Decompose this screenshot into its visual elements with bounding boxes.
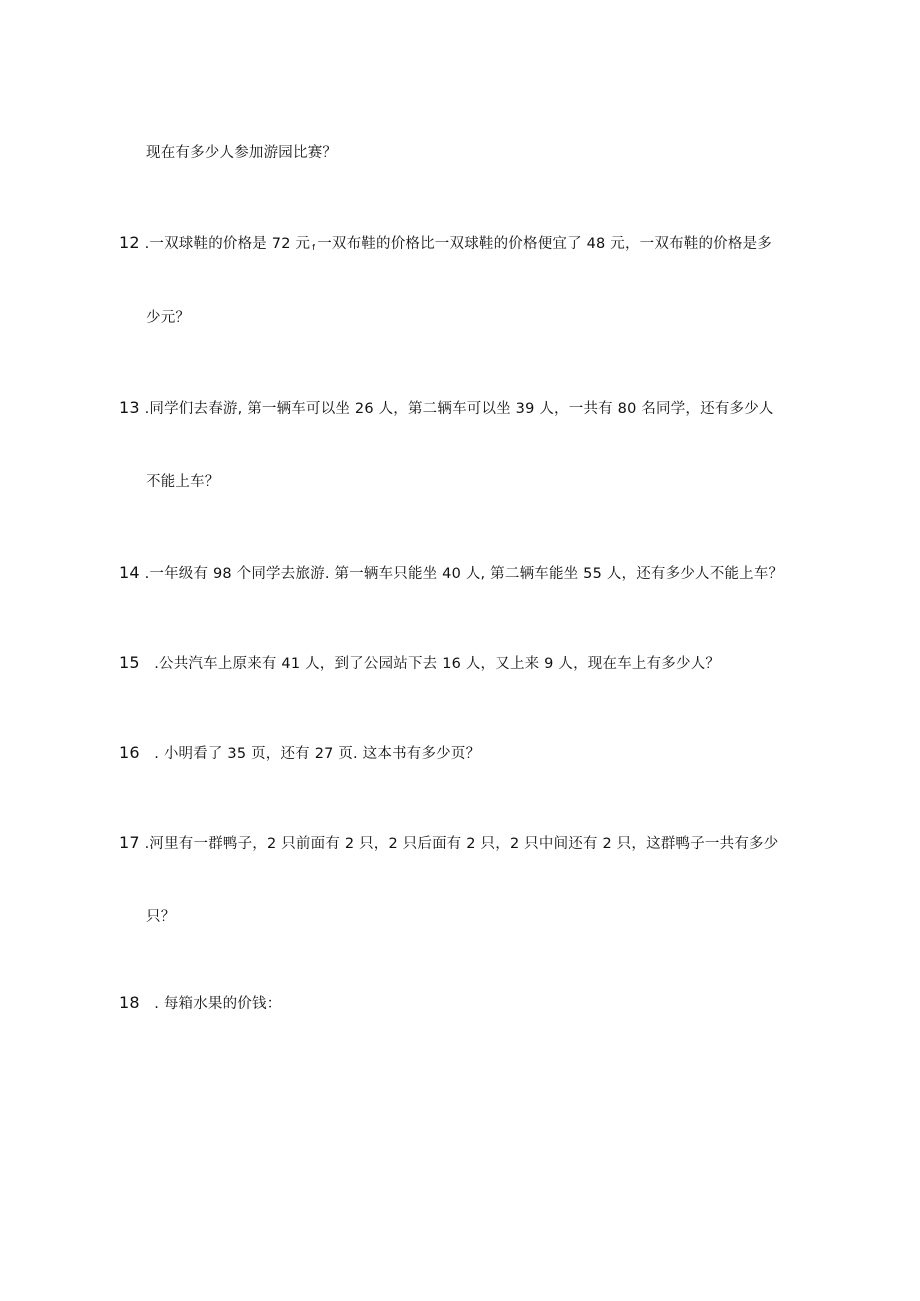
question-number: 12 xyxy=(119,233,140,252)
question-15 xyxy=(119,653,720,674)
question-18 xyxy=(119,993,281,1014)
question-separator: . xyxy=(139,746,164,762)
question-text: 现在有多少人参加游园比赛？ xyxy=(146,145,338,161)
question-text: 每箱水果的价钱： xyxy=(163,996,282,1012)
question-text: 少元？ xyxy=(146,310,191,326)
question-separator: . xyxy=(139,996,164,1012)
question-separator: . xyxy=(139,236,150,252)
question-number: 16 xyxy=(119,743,140,762)
question-text: 一双球鞋的价格是 72 元 xyxy=(149,236,311,252)
question-17-wrap xyxy=(146,907,175,927)
question-number: 17 xyxy=(119,833,140,852)
question-number: 13 xyxy=(119,398,140,417)
question-text: 公共汽车上原来有 41 人，到了公园站下去 16 人，又上来 9 人，现在车上有多少人？ xyxy=(159,656,721,672)
question-separator: . xyxy=(139,836,150,852)
question-text: 同学们去春游, 第一辆车可以坐 26 人，第二辆车可以坐 39 人，一共有 80 名同学，还有多少人 xyxy=(149,401,774,417)
question-text-continued: 一双布鞋的价格比一双球鞋的价格便宜了 48 元，一双布鞋的价格是多 xyxy=(317,236,772,252)
question-12-wrap xyxy=(146,308,190,328)
question-text: 河里有一群鸭子，2 只前面有 2 只，2 只后面有 2 只，2 只中间还有 2 只，这群鸭子一共有多少 xyxy=(149,836,779,852)
question-text: 不能上车？ xyxy=(146,474,220,490)
question-number: 14 xyxy=(119,563,140,582)
question-11-continuation xyxy=(146,143,337,163)
question-text: 只？ xyxy=(146,909,176,925)
question-number: 15 xyxy=(119,653,140,672)
question-16 xyxy=(119,743,480,764)
question-text: 小明看了 35 页，还有 27 页. 这本书有多少页？ xyxy=(163,746,481,762)
question-13 xyxy=(119,398,774,419)
question-text: 一年级有 98 个同学去旅游. 第一辆车只能坐 40 人, 第二辆车能坐 55 人，还有多少人不能上车？ xyxy=(149,566,784,582)
question-separator: . xyxy=(139,656,160,672)
question-14 xyxy=(119,563,783,584)
stray-mark: f xyxy=(312,243,316,252)
question-13-wrap xyxy=(146,472,220,492)
question-number: 18 xyxy=(119,993,140,1012)
question-separator: . xyxy=(139,566,150,582)
question-17 xyxy=(119,833,778,854)
question-12 xyxy=(119,233,772,258)
question-separator: . xyxy=(139,401,150,417)
